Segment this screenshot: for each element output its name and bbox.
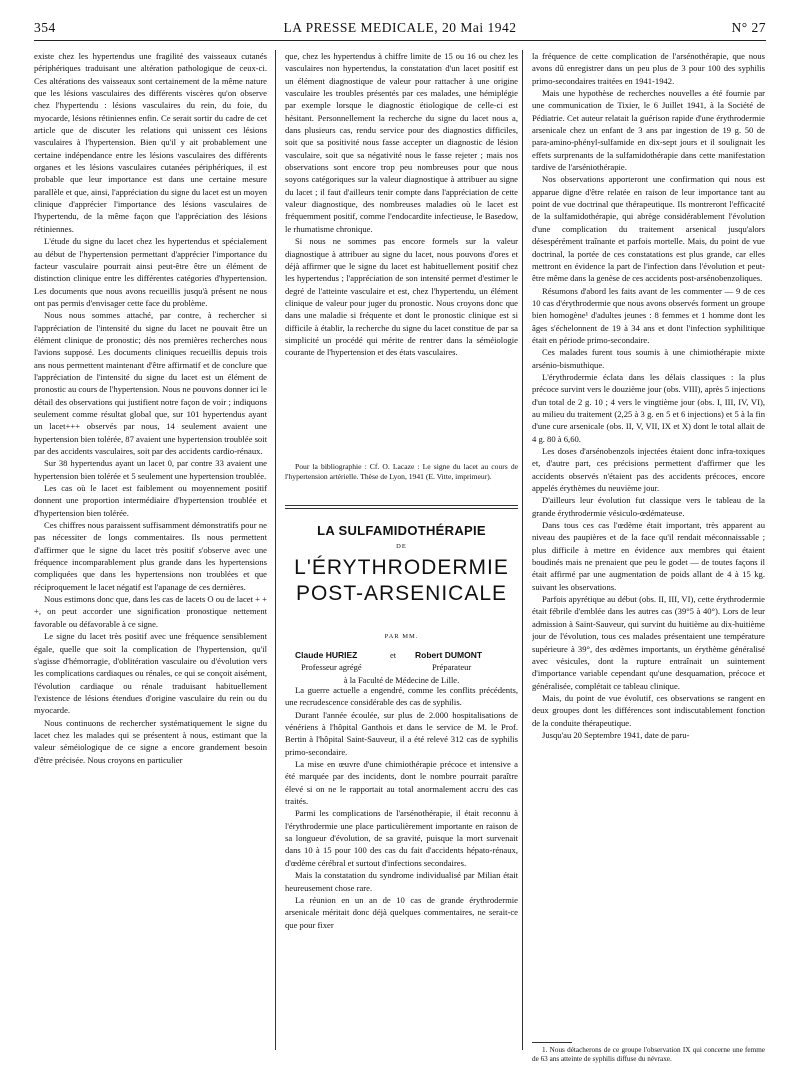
- author-2: Robert DUMONT: [415, 650, 483, 660]
- paragraph: Nous estimons donc que, dans les cas de lacets O ou de lacet + + +, on peut accorder une signification pronostique nettement favorable ou défavorable à ce signe.: [34, 594, 267, 629]
- paragraph: Ces chiffres nous paraissent suffisamment démonstratifs pour ne pas nécessiter de longs commentaires. Ils nous permettent d'affirmer que le signe du lacet très positif s'observe avec une fréquence incomparablement plus grande dans les hypertensions compliquées que dans les hypertensions non troublées et que réciproquement le lacet négatif est l'apanage de ces dernières.: [34, 520, 267, 592]
- author-1-role: Professeur agrégé: [301, 662, 362, 672]
- paragraph: Les cas où le lacet est faiblement ou moyennement positif donnent une proportion intermédiaire d'hypertension troublée et d'hypertension bien tolérée.: [34, 483, 267, 518]
- paragraph: Jusqu'au 20 Septembre 1941, date de paru-: [542, 729, 690, 740]
- column-divider: [522, 50, 523, 1050]
- paragraph: La réunion en un an de 10 cas de grande érythrodermie arsenicale méritait donc déjà quelques commentaires, ne serait-ce que pour fixer: [285, 894, 518, 930]
- article-kicker: LA SULFAMIDOTHÉRAPIE: [317, 523, 486, 538]
- paragraph: Ces malades furent tous soumis à une chimiothérapie mixte arsénio-bismuthique.: [532, 347, 765, 370]
- paragraph: Si nous ne sommes pas encore formels sur la valeur diagnostique à attribuer au signe du lacet, nous pouvons d'ores et déjà affirmer que le signe du lacet est habituellement positif chez les hypertendus ; l'appréciation de son intensité permet d'estimer le degré de l'atteinte vasculaire et est, chez l'hypertendu, un élément clinique de valeur pour juger du pronostic. Nous croyons donc que dans une maladie si fréquente et dont le pronostic clinique est si difficile à établir, la recherche du signe du lacet constitue de par sa simplicité un procédé qui mérite de rentrer dans la séméiologie courante de l'hypertension et des états vasculaires.: [285, 236, 518, 358]
- paragraph: existe chez les hypertendus une fragilité des vaisseaux cutanés périphériques traduisant une altération pathologique de ceux-ci. Ces altérations des vaisseaux sont certainement de la même nature que les lésions vasculaires des différents viscères qu'on observe chez l'hypertendu : lésions vasculaires du rein, du foie, du myocarde, lésions rétiniennes enfin. Ce serait sortir du cadre de cet article que de discuter les relations qui unissent ces lésions vasculaires à l'hypertension. Bien qu'il y ait probablement une certaine indépendance entre les lésions vasculaires des différents organes et les lésions vasculaires cutanées périphériques, il est probable que leur importance est dans une certaine mesure parallèle et que, ainsi, l'appréciation du signe du lacet est un moyen clinique d'apprécier l'importance des lésions vasculaires de l'hypertendu, de la même façon que l'appréciation des lésions rétiniennes.: [34, 51, 267, 234]
- paragraph: La guerre actuelle a engendré, comme les conflits précédents, une recrudescence considérable des cas de syphilis.: [285, 685, 518, 708]
- column-2-article: [285, 684, 518, 1060]
- footnote-separator: [532, 1042, 572, 1043]
- paragraph: Mais la constatation du syndrome individualisé par Milian était heureusement chose rare.: [285, 870, 518, 893]
- paragraph: D'ailleurs leur évolution fut classique vers le tableau de la grande érythrodermie vésiculo-œdémateuse.: [532, 495, 765, 518]
- paragraph: Parmi les complications de l'arsénothérapie, il était reconnu à l'érythrodermie une place particulièrement importante en raison de sa longueur d'évolution, de sa gravité, puisque la mort survenait dans 10 à 15 pour 100 des cas du fait d'accidents hépato-rénaux, d'œdème cérébral et surtout d'infections secondaires.: [285, 808, 518, 868]
- paragraph: Mais, du point de vue évolutif, ces observations se rangent en deux groupes dont les différences sont indiscutablement fonction de la conduite thérapeutique.: [532, 692, 765, 728]
- paragraph: Nos observations apporteront une confirmation qui nous est apparue digne d'être relatée en raison de leur importance tant au point de vue doctrinal que thérapeutique. Ils montreront l'efficacité de la sulfamidothérapie, qui abrège considérablement l'évolution d'une complication du traitement arsenical jusqu'alors désespérément traînante et parfois mortelle. Mais, du point de vue doctrinal, la portée de ces constatations est plus grande, car elles mettront en évidence la part de l'infection dans l'évolution et peut-être même dans la genèse de ces accidents post-arsénobenzoliques.: [532, 174, 765, 284]
- column-divider: [275, 50, 276, 1050]
- article-de: DE: [396, 543, 407, 550]
- journal-title: LA PRESSE MEDICALE, 20 Mai 1942: [283, 20, 517, 35]
- paragraph: L'étude du signe du lacet chez les hypertendus et spécialement au début de l'hypertension permettant d'apprécier l'importance du facteur vasculaire pourrait ainsi peut-être être un élément de distinction clinique entre les différentes catégories d'hypertension. Les documents que nous avons recueillis jusqu'à présent ne nous ont pas permis d'envisager cette face du problème.: [34, 236, 267, 308]
- article-title-line2: POST-ARSENICALE: [295, 582, 508, 605]
- paragraph: la fréquence de cette complication de l'arsénothérapie, que nous avons dû enregistrer dans un peu plus de 3 pour 100 des syphilis primo-secondaires traitées en 1941-1942.: [532, 51, 765, 86]
- paragraph: Le signe du lacet très positif avec une fréquence sensiblement égale, quelle que soit la complication de l'hypertension, qu'il s'agisse d'hémorragie, d'oblitération vasculaire ou d'évolution vers les complications cardiaques ou rénales, ce qui se conçoit aisément, l'évolution cardiaque ou rénale traduisant habituellement l'existence de lésions étendues d'origine vasculaire du rein ou du myocarde.: [34, 631, 267, 716]
- author-2-role: Préparateur: [432, 662, 472, 672]
- page-header: [34, 20, 766, 38]
- paragraph: que, chez les hypertendus à chiffre limite de 15 ou 16 ou chez les vasculaires non hypertendus, la constatation d'un lacet positif est un élément diagnostique de valeur pour rattacher à une origine vasculaire les troubles présentés par ces malades, une hémiplégie par exemple lorsque le diagnostic étiologique de celle-ci est hésitant. Personnellement la recherche du signe du lacet nous a, dans plusieurs cas, rendu service pour des diagnostics difficiles, soit que sa positivité nous fasse accepter un diagnostic de lésion vasculaire, soit que sa négativité nous le fasse rejeter ; mais nos observations sont encore trop peu nombreuses pour que nous soyons catégoriques sur la valeur diagnostique à attribuer au signe du lacet ; il faut d'ailleurs tenir compte dans l'appréciation de cette valeur diagnostique, des nombreuses maladies où le lacet est fréquemment positif, comme l'endocardite infectieuse, le Basedow, le rhumatisme chronique.: [285, 51, 518, 234]
- column-2-top: [285, 50, 518, 430]
- article-title-line1: L'ÉRYTHRODERMIE: [294, 556, 509, 579]
- issue-number: N° 27: [731, 20, 766, 35]
- footnote: 1. Nous détacherons de ce groupe l'observation IX qui concerne une femme de 63 ans atteinte de syphilis diffuse du névraxe.: [532, 1046, 765, 1064]
- article-separator: [285, 508, 518, 509]
- paragraph: Mais une hypothèse de recherches nouvelles a été fournie par une communication de Tixier, le 6 Juillet 1941, à la Société de Pédiatrie. Cet auteur relatait la guérison rapide d'une érythrodermie arsenicale chez un enfant de 3 ans par ingestion de 19 g. 50 de para-amino-phényl-sulfamide en dix-sept jours et il soulignait les effets surprenants de la sulfamidothérapie dans cette manifestation tardive de l'arséniothérapie.: [532, 88, 765, 173]
- paragraph: L'érythrodermie éclata dans les délais classiques : la plus précoce survint vers le douzième jour (obs. VIII), après 5 injections d'un total de 2 g. 10 ; 4 vers le vingtième jour (obs. I, III, IV, VI), au milieu du traitement (2,25 à 3 g. en 5 et 6 injections) et 5 à la fin d'une cure arsenicale (obs. II, V, VII, IX et X) dont le total allait de 4 g. 80 à 6,60.: [532, 371, 765, 444]
- bibliography-note: Pour la bibliographie : Cf. O. Lacaze : Le signe du lacet au cours de l'hypertension artérielle. Thèse de Lyon, 1941 (E. Vitte, imprimeur).: [285, 462, 518, 481]
- paragraph: Durant l'année écoulée, sur plus de 2.000 hospitalisations de vénériens à l'hôpital Ganthois et dans le service de M. le Prof. Bertin à l'hôpital Saint-Sauveur, il a été relevé 312 cas de syphilis primo-secondaire.: [285, 709, 518, 757]
- paragraph: Dans tous ces cas l'œdème était important, très apparent au niveau des paupières et de la face qu'il rendait méconnaissable ; plus difficile à mettre en évidence aux membres qui étaient boudinés mais ne prenaient que peu le godet — de toutes façons il était affirmé par une augmentation de poids allant de 4 à 15 kg. suivant les observations.: [532, 520, 765, 592]
- paragraph: Sur 38 hypertendus ayant un lacet 0, par contre 33 avaient une hypertension bien tolérée et 5 seulement une hypertension troublée.: [34, 458, 267, 481]
- paragraph: Nous nous sommes attaché, par contre, à rechercher si l'appréciation de l'intensité du signe du lacet ne pouvait être un élément clinique de pronostic; dès nos premières recherches nous l'avions supposé. Les documents cliniques recueillis depuis trois ans nous permettent maintenant d'être affirmatif et de conclure que l'appréciation de l'intensité du signe du lacet est un élément de pronostic au cours de l'hypertension. Nous ne pouvons donner ici le détail des observations qui justifient notre façon de voir ; indiquons seulement comme résultat global que, sur 101 hypertendus ayant un lacet+++ observés par nous, 14 seulement avaient une hypertension bien tolérée, 87 avaient une hypertension troublée soit par des accidents vasculaires, soit par des accidents cardio-rénaux.: [34, 310, 267, 456]
- column-3: [532, 50, 765, 1038]
- article-par: PAR MM.: [384, 633, 419, 640]
- paragraph: Nous continuons de rechercher systématiquement le signe du lacet chez les malades qui se présentent à nous, estimant que la valeur séméiologique de ce signe a encore grandement besoin d'être précisée. Nous croyons en particulier: [34, 717, 267, 765]
- paragraph: Résumons d'abord les faits avant de les commenter — 9 de ces 10 cas d'érythrodermie que nous avons observés forment un groupe bien homogène¹ d'adultes jeunes : 8 femmes et 1 homme dont les âges s'échelonnent de 19 à 34 ans et dont l'infection syphilitique était en période primo-secondaire.: [532, 285, 765, 345]
- paragraph: Les doses d'arsénobenzols injectées étaient donc infra-toxiques et, d'autre part, ces précisions permettent d'affirmer que les accidents observés n'étaient pas des accidents précoces, encore appelés érythèmes du neuvième jour.: [532, 446, 765, 494]
- author-1: Claude HURIEZ: [295, 650, 358, 660]
- column-1: [34, 50, 267, 1062]
- article-separator: [285, 505, 518, 506]
- affiliation: à la Faculté de Médecine de Lille.: [343, 675, 460, 685]
- paragraph: La mise en œuvre d'une chimiothérapie précoce et intensive a été marquée par des incidents, dont le nombre pourrait paraître élevé si on ne le rapportait au total anormalement accru des cas traités.: [285, 759, 518, 807]
- header-rule: [34, 40, 766, 41]
- author-conjunction: et: [390, 650, 397, 660]
- page-number: 354: [34, 20, 56, 35]
- paragraph: Parfois apyrétique au début (obs. II, III, VI), cette érythrodermie était fébrile d'emblée dans les autres cas (39°5 à 40°). Lors de leur admission à Saint-Sauveur, qui survint du huitième au dix-huitième jour de l'évolution, tous ces malades présentaient une température supérieure à 39°, des œdèmes importants, un érythème généralisé avec vésicules, dont la rupture entraînait un suintement d'importance variable cependant qu'une desquamation, précoce et généralisée, complétait ce tableau clinique.: [532, 594, 765, 691]
